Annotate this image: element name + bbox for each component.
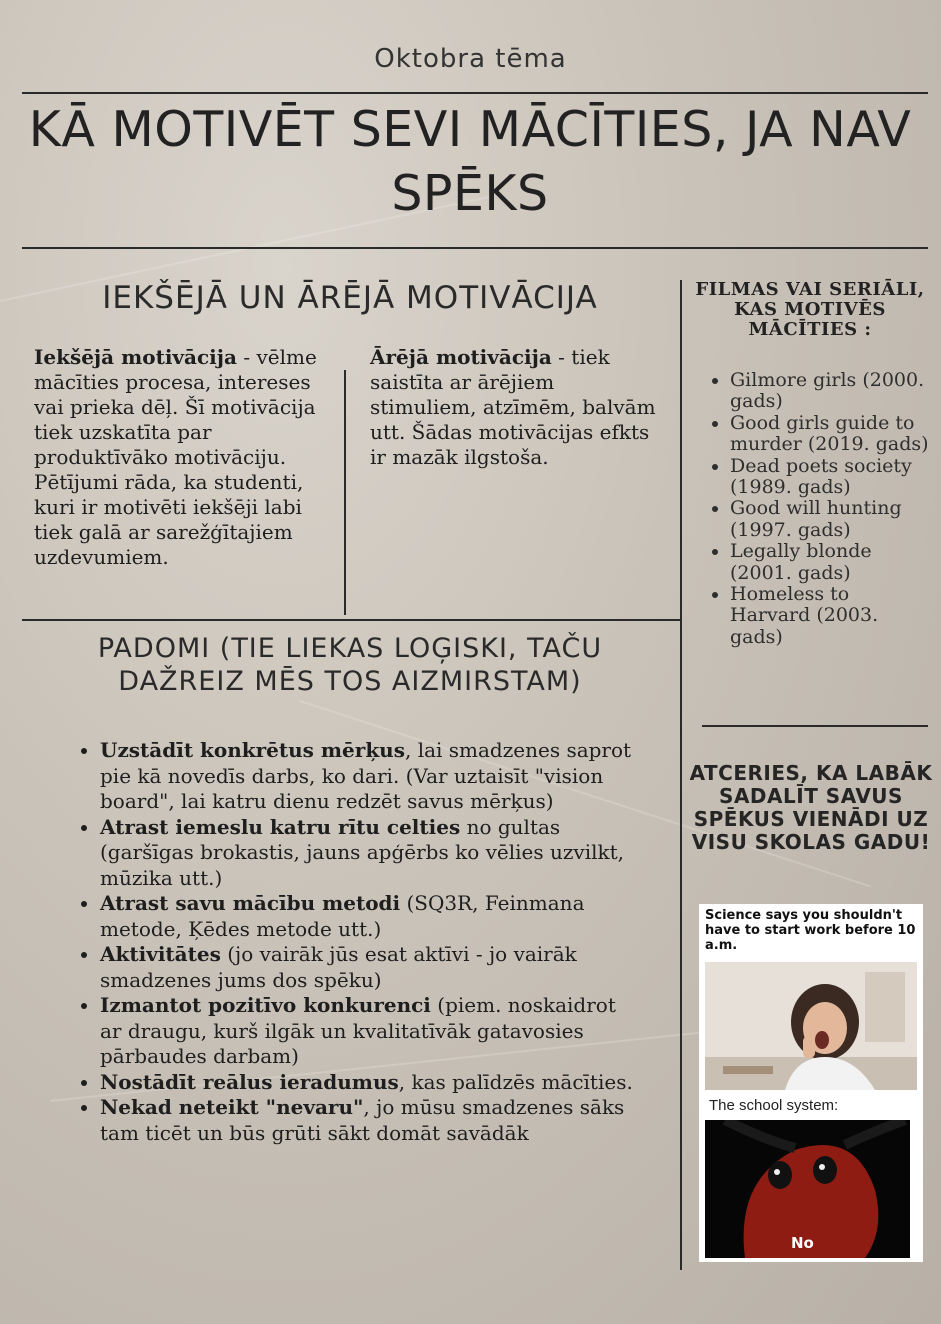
film-item: • Dead poets society (1989. gads) — [730, 456, 930, 499]
film-item: • Gilmore girls (2000. gads) — [730, 370, 930, 413]
column-divider — [344, 370, 346, 615]
tip-item — [100, 738, 640, 815]
extrinsic-term: Ārējā motivācija — [370, 345, 552, 369]
tired-woman-photo — [705, 962, 917, 1090]
tip-item — [100, 993, 640, 1070]
film-item: • Homeless to Harvard (2003. gads) — [730, 584, 930, 648]
meme-no-caption: No — [791, 1234, 814, 1252]
title-top-rule — [22, 92, 928, 94]
film-item: • Legally blonde (2001. gads) — [730, 541, 930, 584]
page-title: KĀ MOTIVĒT SEVI MĀCĪTIES, JA NAV SPĒKS — [28, 101, 912, 222]
meme-mid-caption: The school system: — [709, 1097, 839, 1114]
tip-title: Uzstādīt konkrētus mērķus — [100, 738, 405, 762]
issue-label: Oktobra tēma — [374, 44, 567, 74]
films-heading: FILMAS VAI SERIĀLI, KAS MOTIVĒS MĀCĪTIES : — [695, 279, 925, 340]
tip-text: (piem. noskaidrot ar draugu, kurš ilgāk un kvalitatīvāk gatavosies pārbaudes darbam) — [100, 993, 616, 1068]
intrinsic-term: Iekšējā motivācija — [34, 345, 237, 369]
films-list — [690, 370, 930, 648]
film-item: • Good will hunting (1997. gads) — [730, 498, 930, 541]
film-item: • Good girls guide to murder (2019. gads) — [730, 413, 930, 456]
section-divider — [22, 619, 680, 621]
extrinsic-description: - tiek saistīta ar ārējiem stimuliem, atzīmēm, balvām utt. Šādas motivācijas efkts ir mazāk ilgstoša. — [370, 345, 656, 469]
sidebar-divider — [680, 280, 682, 1270]
sidebar-rule — [702, 725, 928, 727]
tip-title: Nekad neteikt "nevaru" — [100, 1095, 364, 1119]
meme-top-caption: Science says you shouldn't have to start work before 10 a.m. — [705, 908, 916, 953]
tip-title: Atrast iemeslu katru rītu celties — [100, 814, 461, 839]
tip-item — [100, 891, 640, 942]
gru-no-image — [705, 1120, 910, 1258]
tip-text: , lai smadzenes saprot pie kā novedīs darbs, ko dari. (Var uztaisīt "vision board", lai katru dienu redzēt savus mērķus) — [100, 738, 632, 813]
tip-text: , jo mūsu smadzenes sāks tam ticēt un būs grūti sākt domāt savādāk — [100, 1095, 625, 1145]
motivation-heading: IEKŠĒJĀ UN ĀRĒJĀ MOTIVĀCIJA — [102, 280, 598, 316]
intrinsic-description: - vēlme mācīties procesa, intereses vai prieka dēļ. Šī motivācija tiek uzskatīta par produktīvāko motivāciju. Pētījumi rāda, ka studenti, kuri ir motivēti iekšēji labi tiek galā ar sarežģītajiem uzdevumiem. — [34, 345, 317, 569]
tips-heading: PADOMI (TIE LIEKAS LOĢISKI, TAČU DAŽREIZ MĒS TOS AIZMIRSTAM) — [97, 633, 603, 697]
reminder-callout: ATCERIES, KA LABĀK SADALĪT SAVUS SPĒKUS VIENĀDI UZ VISU SKOLAS GADU! — [689, 761, 933, 854]
tip-item — [100, 1070, 640, 1096]
extrinsic-motivation-text — [370, 345, 665, 470]
tip-title: Aktivitātes — [100, 942, 221, 966]
tip-item — [100, 1095, 640, 1146]
tip-item — [100, 942, 640, 993]
intrinsic-motivation-text — [34, 345, 334, 570]
tip-title: Atrast savu mācību metodi — [100, 891, 401, 915]
tip-text: no gultas (garšīgas brokastis, jauns apģērbs ko vēlies uzvilkt, mūzika utt.) — [100, 814, 625, 890]
tip-title: Nostādīt reālus ieradumus — [100, 1069, 399, 1094]
yawning-woman-illustration — [705, 962, 917, 1090]
meme-image — [699, 904, 923, 1262]
tip-text: (jo vairāk jūs esat aktīvi - jo vairāk smadzenes jums dos spēku) — [100, 942, 577, 992]
tip-text: , kas palīdzēs mācīties. — [398, 1069, 633, 1094]
tips-list — [40, 738, 640, 1146]
title-bottom-rule — [22, 247, 928, 249]
tip-title: Izmantot pozitīvo konkurenci — [100, 993, 431, 1017]
tip-text: (SQ3R, Feinmana metode, Ķēdes metode utt.) — [100, 891, 585, 941]
tip-item — [100, 815, 640, 892]
